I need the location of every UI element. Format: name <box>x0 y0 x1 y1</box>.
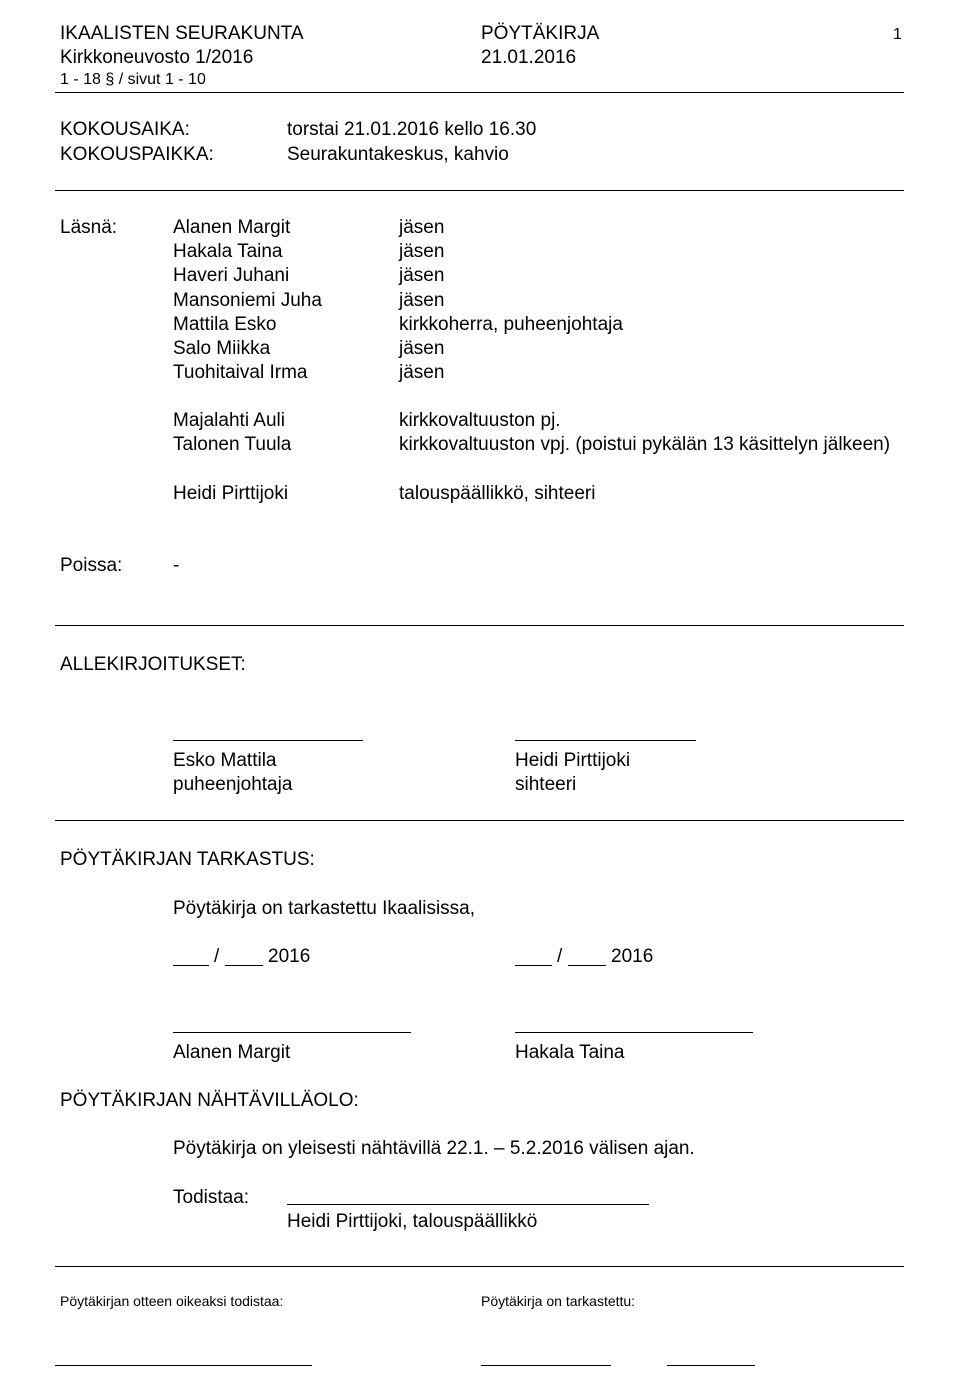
secretary-signer-name: Heidi Pirttijoki <box>515 750 631 771</box>
meeting-time-label: KOKOUSAIKA: <box>60 119 190 140</box>
section-range: 1 - 18 § / sivut 1 - 10 <box>60 71 206 88</box>
footer-review-signature-line <box>481 1365 611 1366</box>
member-role: jäsen <box>399 290 445 311</box>
attendance-divider <box>55 625 904 626</box>
review-month-line <box>225 965 263 966</box>
display-label: PÖYTÄKIRJAN NÄHTÄVILLÄOLO: <box>60 1090 359 1111</box>
member-name: Salo Miikka <box>173 338 271 359</box>
member-role: jäsen <box>399 338 445 359</box>
member-role: jäsen <box>399 265 445 286</box>
review-statement: Pöytäkirja on tarkastettu Ikaalisissa, <box>173 898 476 919</box>
review-month-line <box>568 965 606 966</box>
reviewer1-signature-line <box>173 1032 411 1033</box>
meeting-body: Kirkkoneuvosto 1/2016 <box>60 47 254 68</box>
header-divider <box>55 92 904 93</box>
secretary-signer-role: sihteeri <box>515 774 577 795</box>
witness-label: Todistaa: <box>173 1187 250 1208</box>
footer-extract-certified: Pöytäkirjan otteen oikeaksi todistaa: <box>60 1293 284 1309</box>
chair-role: puheenjohtaja <box>173 774 293 795</box>
meeting-divider <box>55 190 904 191</box>
signatures-label: ALLEKIRJOITUKSET: <box>60 654 246 675</box>
meeting-place-label: KOKOUSPAIKKA: <box>60 144 214 165</box>
document-type: PÖYTÄKIRJA <box>481 23 600 44</box>
review-date-slash: / <box>557 946 563 967</box>
footer-review-signature-line <box>667 1365 755 1366</box>
signatures-divider <box>55 820 904 821</box>
reviewer2-name: Hakala Taina <box>515 1042 625 1063</box>
witness-name: Heidi Pirttijoki, talouspäällikkö <box>287 1211 538 1232</box>
review-day-line <box>173 965 209 966</box>
absent-label: Poissa: <box>60 555 123 576</box>
council-role: kirkkovaltuuston vpj. (poistui pykälän 13 käsittelyn jälkeen) <box>399 434 891 455</box>
member-name: Mattila Esko <box>173 314 277 335</box>
member-name: Mansoniemi Juha <box>173 290 322 311</box>
review-year: 2016 <box>611 946 654 967</box>
page-number: 1 <box>893 26 902 43</box>
chair-signature-line <box>173 740 363 741</box>
display-statement: Pöytäkirja on yleisesti nähtävillä 22.1. – 5.2.2016 välisen ajan. <box>173 1138 695 1159</box>
review-day-line <box>515 965 552 966</box>
meeting-place-value: Seurakuntakeskus, kahvio <box>287 144 509 165</box>
meeting-date: 21.01.2016 <box>481 47 577 68</box>
chair-name: Esko Mattila <box>173 750 277 771</box>
member-name: Hakala Taina <box>173 241 283 262</box>
member-role: kirkkoherra, puheenjohtaja <box>399 314 623 335</box>
council-name: Majalahti Auli <box>173 410 285 431</box>
secretary-name: Heidi Pirttijoki <box>173 483 289 504</box>
review-year: 2016 <box>268 946 311 967</box>
org-name: IKAALISTEN SEURAKUNTA <box>60 23 304 44</box>
present-label: Läsnä: <box>60 217 118 238</box>
member-name: Tuohitaival Irma <box>173 362 308 383</box>
member-role: jäsen <box>399 217 445 238</box>
secretary-signature-line <box>515 740 696 741</box>
member-name: Alanen Margit <box>173 217 291 238</box>
member-role: jäsen <box>399 362 445 383</box>
member-role: jäsen <box>399 241 445 262</box>
reviewer1-name: Alanen Margit <box>173 1042 291 1063</box>
footer-divider <box>55 1266 904 1267</box>
footer-certify-signature-line <box>55 1365 312 1366</box>
meeting-time-value: torstai 21.01.2016 kello 16.30 <box>287 119 537 140</box>
council-name: Talonen Tuula <box>173 434 292 455</box>
review-label: PÖYTÄKIRJAN TARKASTUS: <box>60 849 315 870</box>
reviewer2-signature-line <box>515 1032 753 1033</box>
footer-reviewed: Pöytäkirja on tarkastettu: <box>481 1293 636 1309</box>
absent-value: - <box>173 555 180 576</box>
secretary-role: talouspäällikkö, sihteeri <box>399 483 596 504</box>
review-date-slash: / <box>214 946 220 967</box>
member-name: Haveri Juhani <box>173 265 290 286</box>
witness-signature-line <box>287 1204 649 1205</box>
council-role: kirkkovaltuuston pj. <box>399 410 561 431</box>
